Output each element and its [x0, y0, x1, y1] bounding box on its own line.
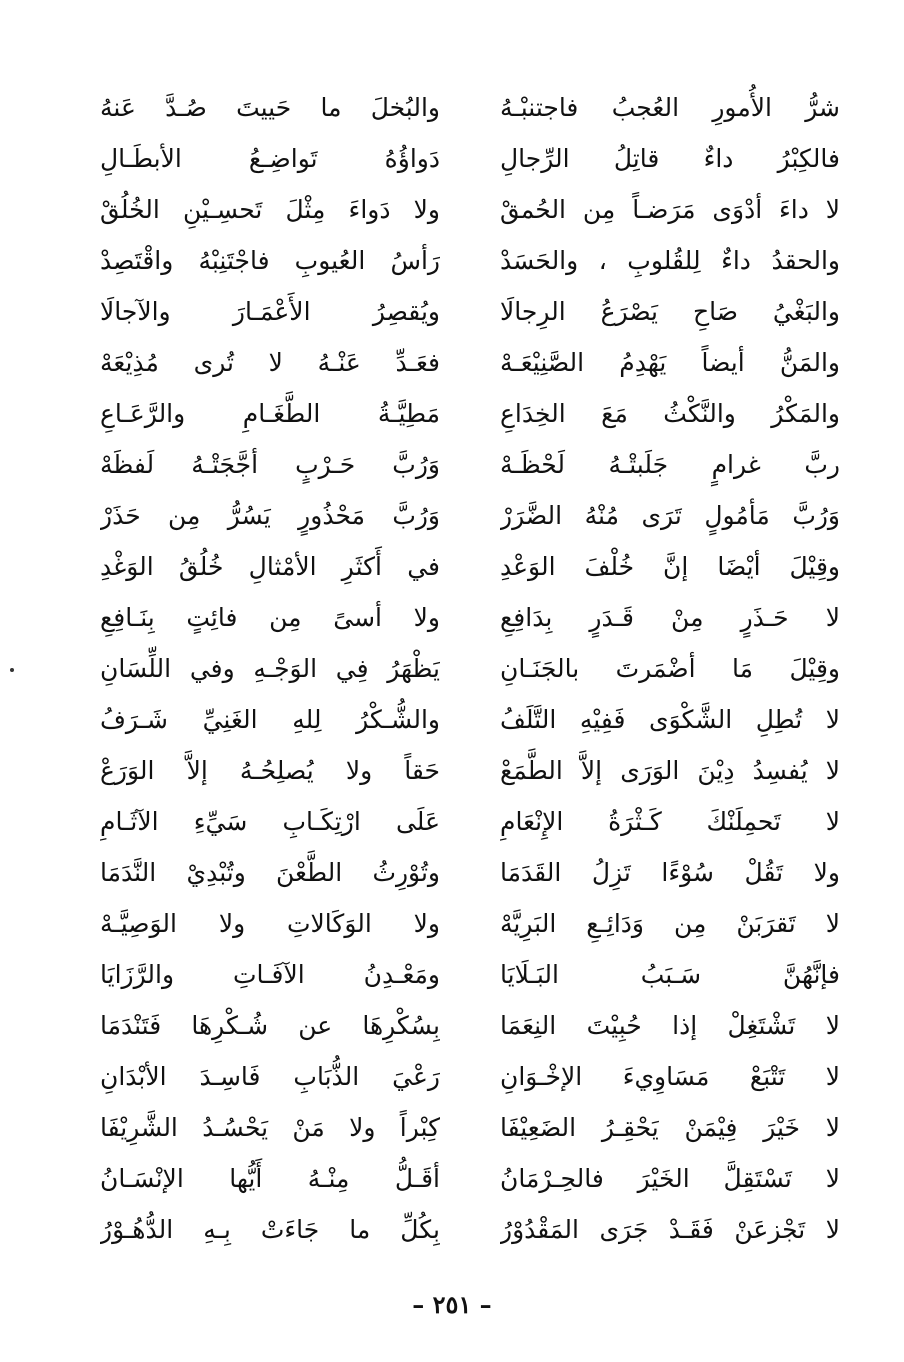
verse-row [100, 184, 840, 235]
verse-first-hemistich: ربَّ غرامٍ جَلَبتْـهُ لَحْظَـهْ [500, 450, 840, 479]
verse-second-hemistich: ومَعْـدِنُ الآفَـاتِ والرَّزَايَا [100, 960, 440, 989]
verse-first-hemistich: فإنَّهُنَّ سَـبَبُ البَـلَايَا [500, 960, 840, 989]
verse-first-hemistich: لا تَجْزعَنْ فَقَـدْ جَرَى المَقْدُوْرُ [500, 1215, 840, 1244]
verse-second-hemistich: وَرُبَّ مَحْذُورٍ يَسُرُّ مِن حَذَرْ [100, 501, 440, 530]
verse-first-hemistich: لا تَحمِلَنْكَ كَـثْرَةُ الإِنْعَامِ [500, 807, 840, 836]
verse-first-hemistich: لا تَقرَبَنْ مِن وَدَائِـعِ البَرِيَّهْ [500, 909, 840, 938]
verse-second-hemistich: كِبْراً ولا مَنْ يَحْسُـدُ الشَّرِيْفَا [100, 1113, 440, 1142]
verse-row [100, 388, 840, 439]
verse-first-hemistich: لا خَيْرَ فِيْمَنْ يَحْقِـرُ الضَعِيْفَا [500, 1113, 840, 1142]
verse-row [100, 949, 840, 1000]
verse-row [100, 745, 840, 796]
verse-row [100, 235, 840, 286]
verse-first-hemistich: شرُّ الأُمورِ العُجبُ فاجتنبْـهُ [500, 93, 840, 122]
verse-row [100, 439, 840, 490]
verse-second-hemistich: حَقاً ولا يُصلِحُـهُ إلاَّ الوَرَعْ [100, 756, 440, 785]
verse-row [100, 541, 840, 592]
verse-second-hemistich: أقَـلُّ مِنْـهُ أَيُّها الإنْسَـانُ [100, 1164, 440, 1193]
verse-first-hemistich: وَرُبَّ مَأمُولٍ تَرَى مُنْهُ الضَّرَرْ [500, 501, 840, 530]
verse-first-hemistich: والمَكْرُ والنَّكْثُ مَعَ الخِدَاعِ [500, 399, 840, 428]
margin-speck [10, 668, 14, 672]
verse-row [100, 847, 840, 898]
verse-row [100, 1000, 840, 1051]
verse-first-hemistich: والمَنُّ أيضاً يَهْدِمُ الصَّنِيْعَـهْ [500, 348, 840, 377]
verse-first-hemistich: لا تُطِلِ الشَّكْوَى فَفِيْهِ التَّلَفُ [500, 705, 840, 734]
verse-first-hemistich: وقِيْلَ أيْضَا إنَّ خُلْفَ الوَعْدِ [500, 552, 840, 581]
verse-row [100, 796, 840, 847]
poem-verses [100, 82, 840, 1255]
verse-first-hemistich: والبَغْيُ صَاحِ يَصْرَعُ الرِجالَا [500, 297, 840, 326]
verse-second-hemistich: عَلَى ارْتِكَـابِ سَيِّءِ الآثَـامِ [100, 807, 440, 836]
verse-second-hemistich: بِكُلِّ ما جَاءَتْ بِـهِ الدُّهُـوْرُ [100, 1215, 440, 1244]
verse-first-hemistich: لا يُفسِدُ دِيْنَ الوَرَى إلاَّ الطَّمَعْ [500, 756, 840, 785]
verse-second-hemistich: دَواؤُهُ تَواضِـعُ الأبطَـالِ [100, 144, 440, 173]
verse-row [100, 133, 840, 184]
verse-second-hemistich: فعَـدِّ عَنْـهُ لا تُرى مُذِيْعَهْ [100, 348, 440, 377]
verse-second-hemistich: يَظْهَرُ فِي الوَجْـهِ وفي اللِّسَانِ [100, 654, 440, 683]
verse-first-hemistich: لا تَسْتَقِلَّ الخَيْرَ فالحِـرْمَانُ [500, 1164, 840, 1193]
verse-second-hemistich: وَرُبَّ حَـرْبٍ أجَّجَتْـهُ لَفظَهْ [100, 450, 440, 479]
verse-first-hemistich: لا تَشْتَغِلْ إذا حُبِيْتَ النِعَمَا [500, 1011, 840, 1040]
verse-first-hemistich: لا داءَ أدْوَى مَرَضـاً مِن الحُمقْ [500, 195, 840, 224]
verse-second-hemistich: ولا أسىً مِن فائِتٍ بِنَـافِعِ [100, 603, 440, 632]
verse-row [100, 898, 840, 949]
verse-second-hemistich: ولا دَواءَ مِثْلَ تَحسِـيْنِ الخُلُقْ [100, 195, 440, 224]
verse-first-hemistich: فالكِبْرُ داءٌ قاتِلُ الرِّجالِ [500, 144, 840, 173]
verse-first-hemistich: لا تَتْبَعْ مَسَاوِيءَ الإخْـوَانِ [500, 1062, 840, 1091]
verse-row [100, 643, 840, 694]
verse-second-hemistich: رَأسُ العُيوبِ فاجْتَنِبْهُ واقْتَصِدْ [100, 246, 440, 275]
verse-first-hemistich: وقِيْلَ مَا أضْمَرتَ بالجَنَـانِ [500, 654, 840, 683]
verse-first-hemistich: والحقدُ داءٌ لِلقُلوبِ ، والحَسَدْ [500, 246, 840, 275]
verse-row [100, 1204, 840, 1255]
verse-first-hemistich: ولا تَقُلْ سُوْءًا تَزِلُ القَدَمَا [500, 858, 840, 887]
verse-row [100, 1051, 840, 1102]
verse-row [100, 337, 840, 388]
verse-second-hemistich: في أَكثَرِ الأمْثالِ خُلُقُ الوَغْدِ [100, 552, 440, 581]
verse-first-hemistich: لا حَـذَرٍ مِنْ قَـدَرٍ بِدَافِعِ [500, 603, 840, 632]
verse-second-hemistich: والشُّـكْرُ لِلهِ الغَنِيِّ شَـرَفُ [100, 705, 440, 734]
verse-row [100, 490, 840, 541]
verse-row [100, 286, 840, 337]
verse-row [100, 694, 840, 745]
verse-row [100, 592, 840, 643]
verse-second-hemistich: والبُخلَ ما حَييتَ صُـدَّ عَنهُ [100, 93, 440, 122]
verse-second-hemistich: مَطِيَّـةُ الطَّغَـامِ والرَّعَـاعِ [100, 399, 440, 428]
verse-row [100, 1153, 840, 1204]
verse-row [100, 82, 840, 133]
verse-second-hemistich: رَعْيَ الذُّبَابِ فَاسِـدَ الأبْدَانِ [100, 1062, 440, 1091]
verse-second-hemistich: ويُقصِرُ الأَعْمَـارَ والآجالَا [100, 297, 440, 326]
verse-second-hemistich: وتُوْرِثُ الطَّعْنَ وتُبْدِيْ النَّدَمَا [100, 858, 440, 887]
verse-second-hemistich: ولا الوَكَالاتِ ولا الوَصِيَّـهْ [100, 909, 440, 938]
page-number: – ٢٥١ – [412, 1290, 492, 1319]
verse-row [100, 1102, 840, 1153]
verse-second-hemistich: بِسُكْرِهَا عن شُـكْرِهَا فَتَنْدَمَا [100, 1011, 440, 1040]
